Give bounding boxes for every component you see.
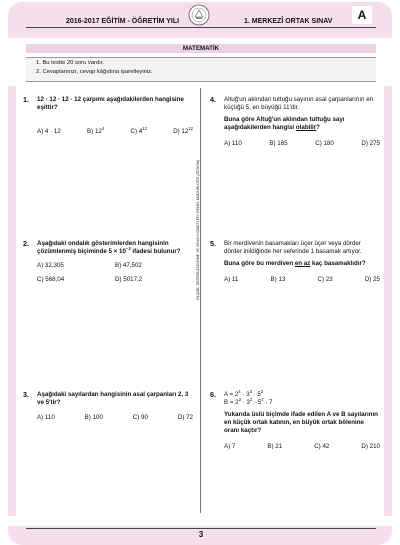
question-stem: Buna göre Altuğ'un aklından tuttuğu sayı aşağıdakilerden hangisi olabilir?: [224, 116, 345, 131]
question-number: 5.: [210, 239, 216, 248]
choice-b[interactable]: B) 21: [267, 443, 283, 450]
note-item: 1. Bu testte 20 soru vardır.: [36, 60, 104, 66]
note-item: 2. Cevaplarınızı, cevap kâğıdına işaretleyiniz.: [36, 69, 153, 75]
question-expression: 12 · 12 · 12 · 12: [37, 96, 82, 103]
question-number: 3.: [23, 390, 29, 399]
expression-b: $B = 2^3 \cdot 3^2 \cdot 5^2 \cdot 7$: [224, 396, 273, 406]
choice-c[interactable]: C) 90: [132, 414, 148, 421]
question-stem: Aşağıdaki sayılardan hangisinin asal çarpanları 2, 3 ve 5'tir?: [37, 391, 189, 406]
question-number: 6.: [210, 390, 216, 399]
choice-a[interactable]: A) 32,305: [37, 262, 64, 269]
choice-b[interactable]: B) $12^4$: [87, 125, 105, 135]
question-stem: [37, 96, 193, 112]
question-stem: Buna göre bu merdiven en az kaç basamaklıdır?: [224, 260, 366, 267]
header-divider: [26, 27, 376, 28]
left-margin-band: [8, 86, 16, 516]
choice-c[interactable]: C) 42: [314, 443, 330, 450]
choice-b[interactable]: B) 47,502: [115, 262, 142, 269]
question-1: [23, 95, 193, 136]
booklet-letter: A: [352, 6, 372, 24]
expression-a: $A = 2^4 \cdot 3^3 \cdot 5^2$: [224, 388, 264, 398]
answer-choices: [224, 276, 380, 284]
choice-d[interactable]: D) 5017,2: [115, 276, 143, 283]
question-intro: Altuğ'un aklından tuttuğu sayının asal çarpanlarının en küçüğü 5, en büyüğü 11'dir.: [224, 96, 374, 111]
column-divider: [200, 88, 201, 513]
question-intro: Bir merdivenin basamakları üçer üçer veya dörder dörder inildiğinde her seferinde 1 basamak artıyor.: [224, 240, 362, 255]
choice-d[interactable]: D) 72: [177, 414, 193, 421]
choice-a[interactable]: A) 7: [224, 443, 236, 450]
question-3: [23, 390, 193, 422]
vertical-footer-text: ÖLÇME, DEĞERLENDİRME VE SINAV HİZMETLERİ GENEL MÜDÜRLÜĞÜ (ÖDSGM): [196, 159, 200, 300]
choice-a[interactable]: A) 4 · 12: [37, 128, 61, 135]
question-2: [23, 239, 193, 284]
choice-a[interactable]: A) 110: [224, 140, 242, 147]
choice-a[interactable]: A) 110: [37, 414, 55, 421]
footer-divider: [26, 528, 376, 529]
choice-d[interactable]: D) 25: [364, 276, 380, 283]
ministry-logo-icon: [188, 4, 210, 26]
choice-b[interactable]: B) 13: [270, 276, 286, 283]
question-number: 4.: [210, 95, 216, 104]
choice-b[interactable]: B) 100: [84, 414, 103, 421]
question-number: 1.: [23, 95, 29, 104]
choice-a[interactable]: A) 11: [224, 276, 239, 283]
question-4: [210, 95, 380, 148]
choice-b[interactable]: B) 165: [269, 140, 288, 147]
subject-title: MATEMATİK: [26, 44, 376, 53]
right-margin-band: [384, 86, 392, 516]
answer-choices: [37, 125, 193, 136]
question-number: 2.: [23, 239, 29, 248]
question-5: [210, 239, 380, 284]
choice-c[interactable]: C) 568,04: [37, 276, 65, 283]
answer-choices: [37, 262, 193, 284]
header-exam-title: 1. MERKEZÎ ORTAK SINAV: [244, 18, 333, 25]
question-stem: Yukarıda üslü biçimde ifade edilen A ve B sayılarının en küçük ortak katının, en büyük ortak bölenine oranı kaçtır?: [224, 411, 378, 434]
choice-d[interactable]: D) 210: [361, 443, 380, 450]
question-text: çarpımı aşağıdakilerden hangisine eşittir?: [37, 96, 184, 111]
choice-d[interactable]: D) 275: [361, 140, 380, 147]
answer-choices: [224, 140, 380, 148]
answer-choices: [224, 443, 380, 451]
choice-c[interactable]: C) 180: [315, 140, 334, 147]
choice-c[interactable]: C) $4^{12}$: [130, 125, 147, 135]
answer-choices: [37, 414, 193, 422]
choice-d[interactable]: D) $12^{12}$: [173, 125, 193, 135]
question-6: [210, 388, 380, 451]
page-number: 3: [198, 530, 204, 539]
notes-box: [26, 57, 376, 82]
question-stem: Aşağıdaki ondalık gösterimlerden hangisinin çözümlenmiş biçiminde $5 \times 10^{-3}$ ifadesi bulunur?: [37, 240, 181, 255]
choice-c[interactable]: C) 23: [317, 276, 333, 283]
header-year-title: 2016-2017 EĞİTİM - ÖĞRETİM YILI: [66, 18, 180, 25]
